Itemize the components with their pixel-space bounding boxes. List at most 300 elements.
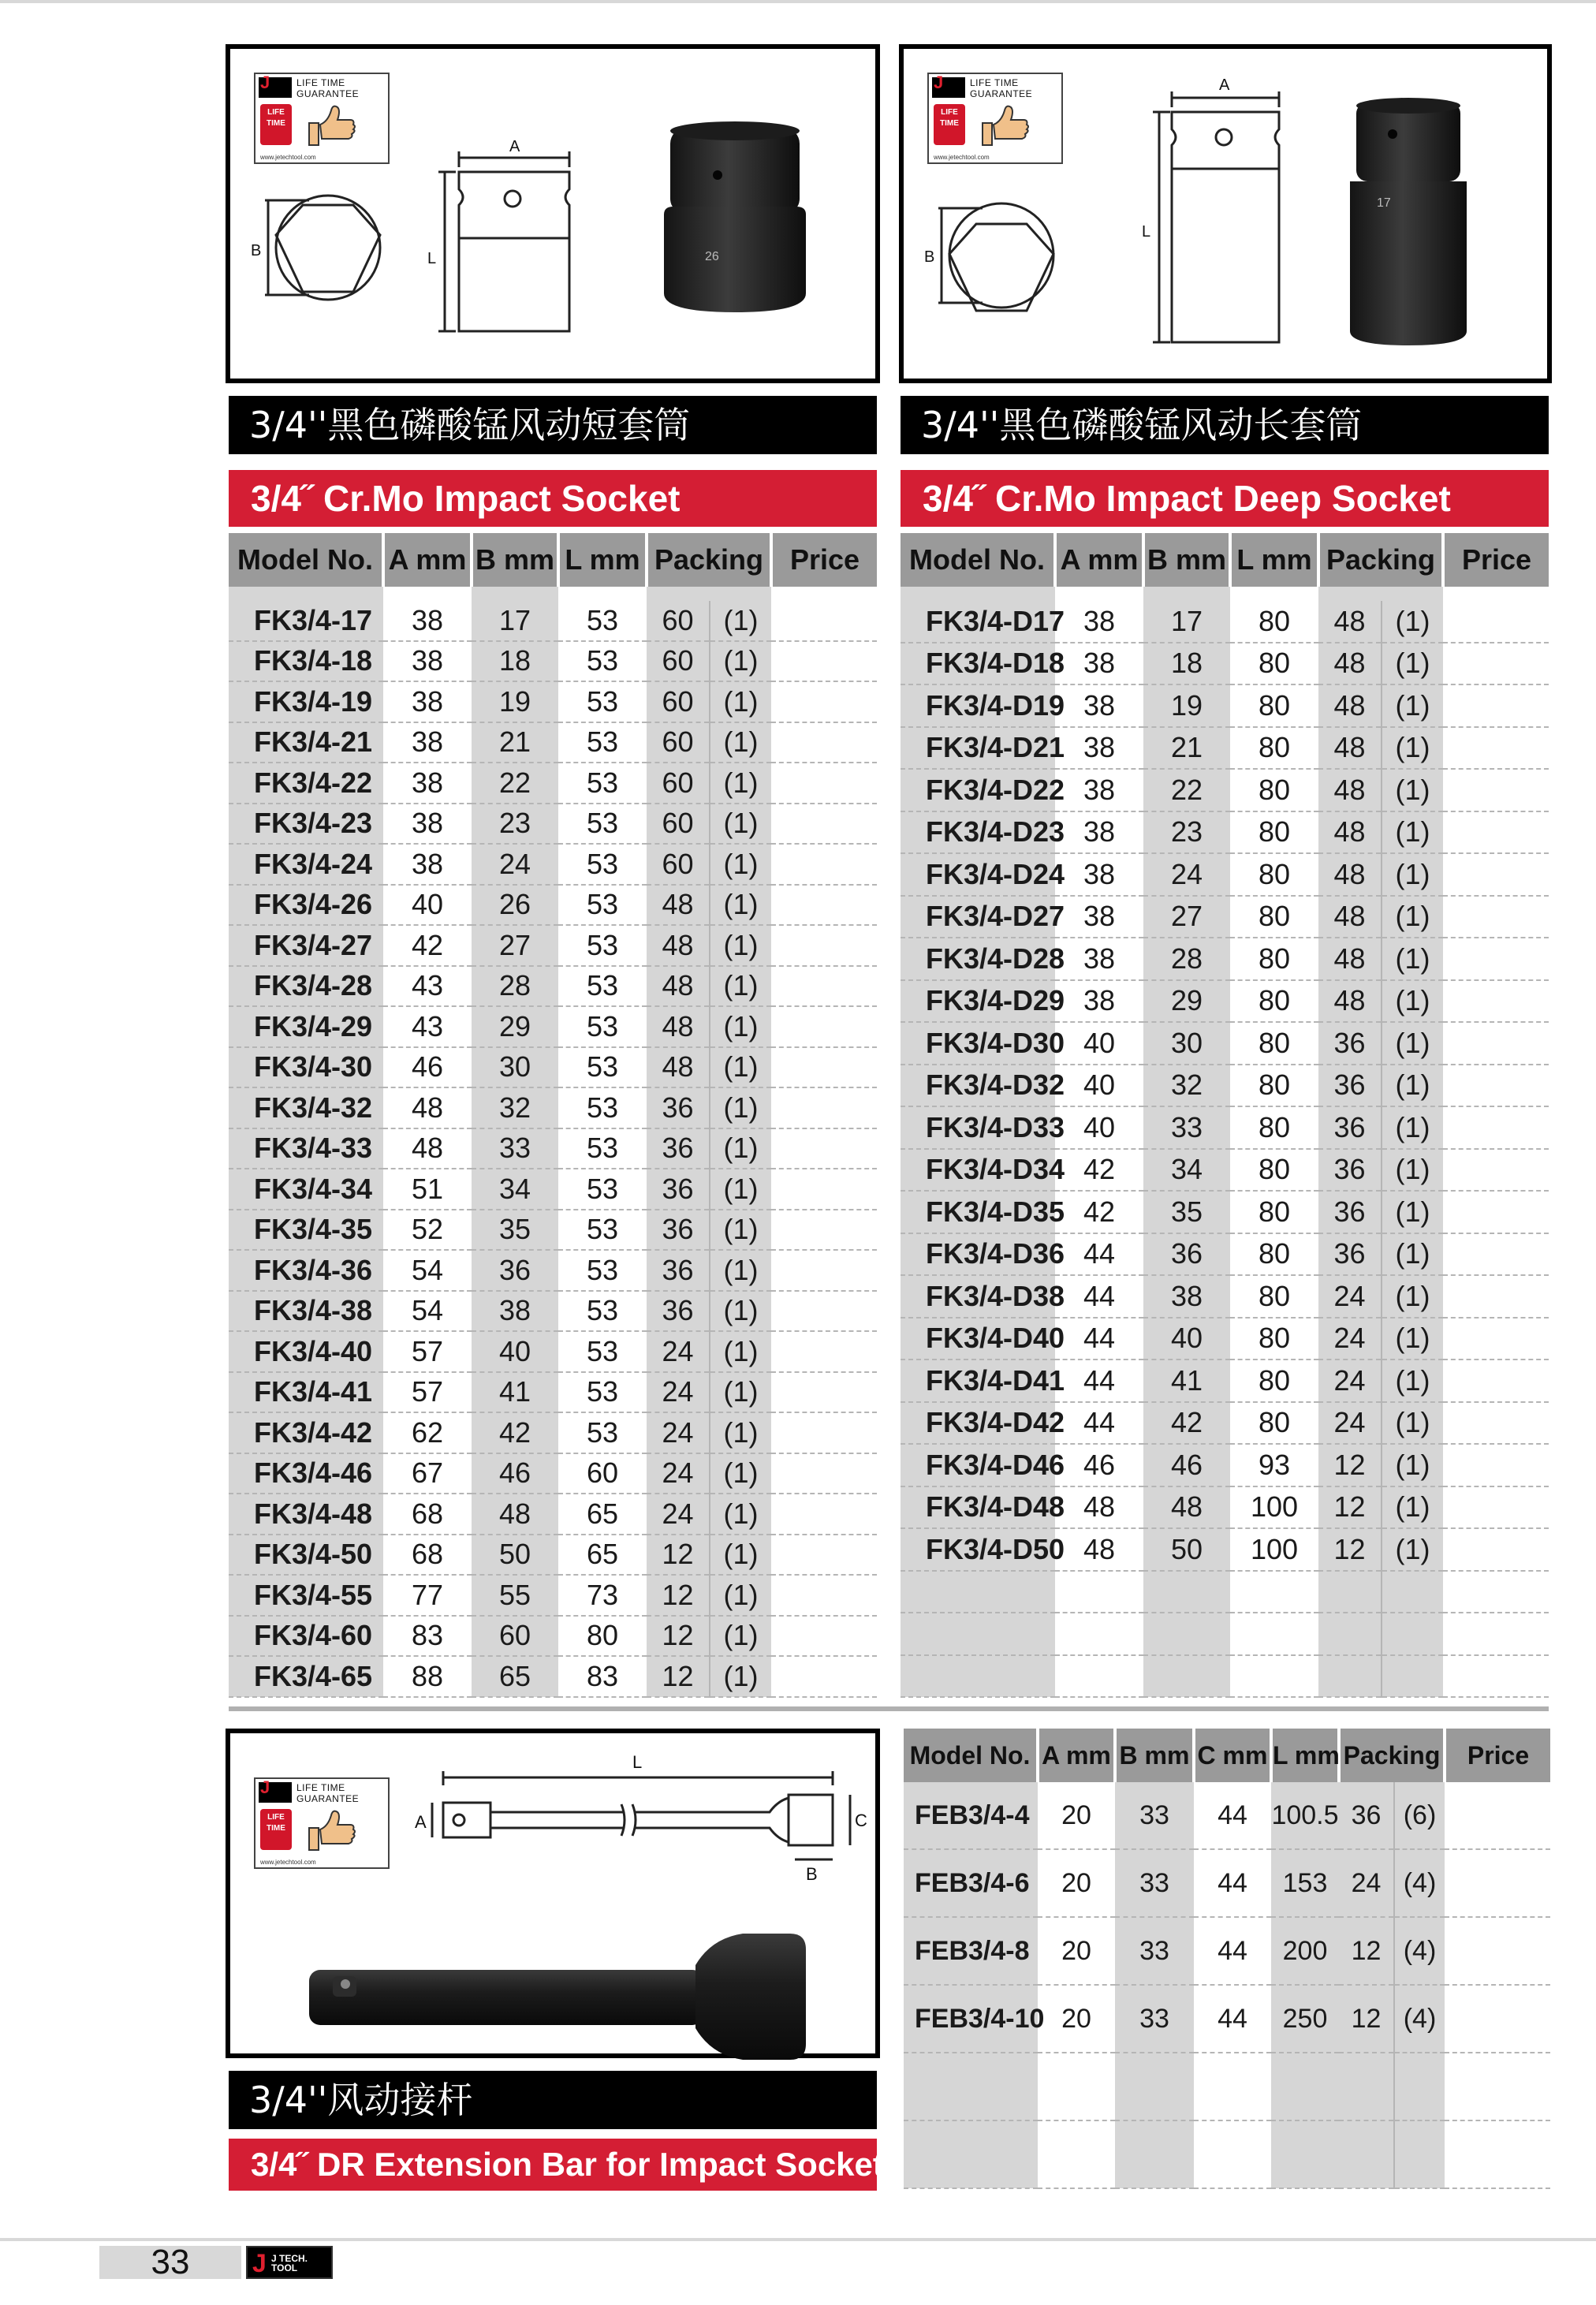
model-cell: FK3/4-30: [229, 1047, 383, 1088]
b-mm-cell: 40: [1143, 1318, 1230, 1360]
packing-qty-cell: (1): [710, 966, 771, 1007]
price-cell: [1443, 601, 1549, 643]
l-mm-cell: 80: [1230, 938, 1318, 980]
a-mm-cell: 38: [1055, 643, 1143, 685]
packing-qty-cell: (1): [1382, 1275, 1443, 1318]
spacer-cell: [647, 587, 710, 601]
a-mm-cell: 42: [383, 925, 472, 966]
l-mm-cell: 80: [1230, 1022, 1318, 1065]
price-cell: [771, 925, 877, 966]
price-cell: [771, 1250, 877, 1291]
a-mm-cell: 88: [383, 1656, 472, 1697]
packing-qty-cell: (1): [710, 1006, 771, 1047]
price-cell: [1443, 938, 1549, 980]
table-row: [901, 853, 1549, 896]
price-cell: [771, 885, 877, 926]
model-cell: FK3/4-19: [229, 681, 383, 722]
dim-label-a: A: [509, 138, 520, 155]
b-mm-cell: 50: [472, 1535, 558, 1576]
packing-qty-cell: (1): [710, 1169, 771, 1210]
lifetime-seal: LIFE TIME: [934, 104, 965, 145]
packing-cell: 48: [1318, 684, 1382, 727]
model-cell: FK3/4-D18: [901, 643, 1055, 685]
l-mm-cell: 80: [558, 1616, 647, 1657]
packing-cell: 36: [1318, 1149, 1382, 1192]
l-mm-cell: 80: [1230, 811, 1318, 854]
model-cell: FK3/4-D17: [901, 601, 1055, 643]
c-mm-cell: 44: [1194, 1849, 1271, 1917]
l-mm-cell: 53: [558, 1412, 647, 1453]
l-mm-cell: 80: [1230, 1275, 1318, 1318]
model-cell: FK3/4-28: [229, 966, 383, 1007]
table-row: [229, 1331, 877, 1372]
price-cell: [771, 681, 877, 722]
model-cell: FK3/4-D21: [901, 727, 1055, 770]
b-mm-cell: 18: [1143, 643, 1230, 685]
table-row: [901, 1275, 1549, 1318]
packing-qty-cell: (1): [710, 681, 771, 722]
b-mm-cell: 18: [472, 641, 558, 682]
deep-socket-title-cn: 3/4''黑色磷酸锰风动长套筒: [901, 396, 1549, 454]
table-row: [229, 1169, 877, 1210]
price-cell: [771, 722, 877, 763]
table-row: [229, 1047, 877, 1088]
packing-qty-cell: (1): [1382, 980, 1443, 1023]
a-mm-cell: 52: [383, 1210, 472, 1251]
deep-socket-photo: [1345, 96, 1471, 349]
packing-qty-cell: (1): [710, 1656, 771, 1697]
table-row: [901, 1360, 1549, 1402]
packing-cell: 24: [647, 1494, 710, 1535]
table-row: [229, 1494, 877, 1535]
model-cell: [901, 1571, 1055, 1613]
model-cell: FEB3/4-8: [904, 1917, 1038, 1985]
b-mm-cell: 19: [1143, 684, 1230, 727]
a-mm-cell: 77: [383, 1575, 472, 1616]
price-cell: [771, 1494, 877, 1535]
model-cell: FK3/4-D46: [901, 1444, 1055, 1486]
table-row: [229, 1291, 877, 1332]
packing-qty-cell: (1): [710, 1453, 771, 1494]
model-cell: FK3/4-D42: [901, 1402, 1055, 1445]
empty-row: [901, 1655, 1549, 1698]
a-mm-cell: 38: [1055, 811, 1143, 854]
table-row: [229, 681, 877, 722]
model-cell: FK3/4-D19: [901, 684, 1055, 727]
a-mm-cell: 67: [383, 1453, 472, 1494]
deep-socket-dimension-drawing: [924, 73, 1361, 380]
model-cell: FK3/4-48: [229, 1494, 383, 1535]
short-socket-title-en: 3/4˝ Cr.Mo Impact Socket: [229, 470, 877, 527]
packing-cell: 24: [1339, 1849, 1394, 1917]
a-mm-cell: 48: [383, 1128, 472, 1169]
packing-cell: 24: [647, 1331, 710, 1372]
price-cell: [771, 1372, 877, 1413]
table-row: [904, 1849, 1550, 1917]
a-mm-cell: 40: [1055, 1022, 1143, 1065]
col-header-a: A mm: [383, 533, 472, 587]
b-mm-cell: 33: [1115, 1782, 1194, 1849]
table-row: [229, 641, 877, 682]
l-mm-cell: 53: [558, 844, 647, 885]
model-cell: FK3/4-D24: [901, 853, 1055, 896]
packing-qty-cell: [1382, 1655, 1443, 1698]
model-cell: FK3/4-D36: [901, 1233, 1055, 1276]
price-cell: [771, 966, 877, 1007]
dim-label-l: L: [1142, 223, 1151, 241]
l-mm-cell: 53: [558, 641, 647, 682]
col-header-b: B mm: [1115, 1729, 1194, 1782]
empty-row: [901, 1613, 1549, 1655]
table-row: [901, 1444, 1549, 1486]
model-cell: [904, 2120, 1038, 2188]
packing-cell: 36: [1318, 1233, 1382, 1276]
packing-cell: 36: [647, 1128, 710, 1169]
a-mm-cell: 44: [1055, 1402, 1143, 1445]
b-mm-cell: 33: [1115, 1985, 1194, 2053]
table-row: [901, 938, 1549, 980]
price-cell: [1443, 896, 1549, 938]
a-mm-cell: 38: [383, 804, 472, 845]
model-cell: FK3/4-D40: [901, 1318, 1055, 1360]
b-mm-cell: 33: [472, 1128, 558, 1169]
price-cell: [771, 1656, 877, 1697]
b-mm-cell: [1143, 1571, 1230, 1613]
empty-cell: [1339, 2120, 1394, 2188]
packing-cell: [1318, 1571, 1382, 1613]
model-cell: FEB3/4-6: [904, 1849, 1038, 1917]
logo-url: www.jetechtool.com: [260, 1859, 316, 1866]
packing-cell: 24: [1318, 1318, 1382, 1360]
table-row: [901, 684, 1549, 727]
model-cell: FK3/4-35: [229, 1210, 383, 1251]
a-mm-cell: 38: [1055, 853, 1143, 896]
price-cell: [1443, 727, 1549, 770]
b-mm-cell: 24: [472, 844, 558, 885]
b-mm-cell: 22: [472, 763, 558, 804]
col-header-a: A mm: [1038, 1729, 1115, 1782]
col-header-l: L mm: [1271, 1729, 1339, 1782]
price-cell: [1443, 1149, 1549, 1192]
table-row: [229, 804, 877, 845]
b-mm-cell: 48: [1143, 1486, 1230, 1529]
packing-qty-cell: (1): [710, 1331, 771, 1372]
packing-qty-cell: (4): [1394, 1985, 1445, 2053]
spacer-cell: [229, 587, 383, 601]
socket-size-mark: 26: [705, 250, 719, 263]
table-row: [229, 1128, 877, 1169]
b-mm-cell: 35: [1143, 1191, 1230, 1233]
a-mm-cell: 20: [1038, 1782, 1115, 1849]
a-mm-cell: 40: [1055, 1106, 1143, 1149]
model-cell: FK3/4-65: [229, 1656, 383, 1697]
empty-cell: [1194, 2053, 1271, 2120]
packing-cell: 48: [1318, 601, 1382, 643]
a-mm-cell: 48: [1055, 1486, 1143, 1529]
a-mm-cell: 46: [383, 1047, 472, 1088]
model-cell: [901, 1655, 1055, 1698]
deep-socket-table: [901, 533, 1549, 1698]
extension-bar-table-wrap: [904, 1729, 1550, 2189]
packing-qty-cell: (1): [1382, 938, 1443, 980]
c-mm-cell: 44: [1194, 1917, 1271, 1985]
price-cell: [1443, 1571, 1549, 1613]
l-mm-cell: 83: [558, 1656, 647, 1697]
price-cell: [771, 1331, 877, 1372]
price-cell: [1443, 1360, 1549, 1402]
model-cell: FK3/4-18: [229, 641, 383, 682]
table-row: [901, 601, 1549, 643]
packing-qty-cell: (1): [1382, 769, 1443, 811]
l-mm-cell: 53: [558, 763, 647, 804]
page-number: 33: [151, 2243, 190, 2281]
b-mm-cell: 22: [1143, 769, 1230, 811]
packing-qty-cell: (1): [1382, 1402, 1443, 1445]
b-mm-cell: 40: [472, 1331, 558, 1372]
extension-bar-table: [904, 1729, 1550, 2189]
l-mm-cell: 80: [1230, 727, 1318, 770]
packing-qty-cell: (1): [710, 763, 771, 804]
l-mm-cell: 53: [558, 1210, 647, 1251]
spacer-cell: [710, 587, 771, 601]
b-mm-cell: 50: [1143, 1528, 1230, 1571]
model-cell: FK3/4-D38: [901, 1275, 1055, 1318]
table-row: [229, 1250, 877, 1291]
packing-qty-cell: (1): [1382, 1065, 1443, 1107]
l-mm-cell: 53: [558, 1169, 647, 1210]
extension-bar-title-cn: 3/4''风动接杆: [229, 2071, 877, 2129]
packing-qty-cell: (1): [1382, 811, 1443, 854]
packing-cell: 12: [647, 1616, 710, 1657]
l-mm-cell: 53: [558, 804, 647, 845]
l-mm-cell: 80: [1230, 684, 1318, 727]
spacer-cell: [1055, 587, 1143, 601]
table-row: [904, 1917, 1550, 1985]
a-mm-cell: 20: [1038, 1917, 1115, 1985]
price-cell: [771, 1412, 877, 1453]
packing-cell: 36: [1339, 1782, 1394, 1849]
l-mm-cell: 53: [558, 722, 647, 763]
model-cell: FK3/4-40: [229, 1331, 383, 1372]
packing-cell: 24: [1318, 1402, 1382, 1445]
model-cell: FK3/4-60: [229, 1616, 383, 1657]
model-cell: FK3/4-36: [229, 1250, 383, 1291]
packing-qty-cell: (1): [1382, 727, 1443, 770]
model-cell: FEB3/4-10: [904, 1985, 1038, 2053]
packing-cell: 48: [647, 925, 710, 966]
packing-cell: 48: [1318, 896, 1382, 938]
l-mm-cell: 53: [558, 681, 647, 722]
packing-cell: 24: [1318, 1275, 1382, 1318]
b-mm-cell: 28: [1143, 938, 1230, 980]
packing-qty-cell: (1): [710, 885, 771, 926]
packing-cell: 36: [647, 1250, 710, 1291]
table-row: [901, 1318, 1549, 1360]
a-mm-cell: 57: [383, 1372, 472, 1413]
price-cell: [1443, 811, 1549, 854]
price-cell: [1443, 643, 1549, 685]
model-cell: FK3/4-26: [229, 885, 383, 926]
b-mm-cell: 32: [1143, 1065, 1230, 1107]
packing-cell: [1318, 1655, 1382, 1698]
dim-label-b: B: [806, 1864, 818, 1884]
a-mm-cell: [1055, 1571, 1143, 1613]
b-mm-cell: 35: [472, 1210, 558, 1251]
packing-cell: [1318, 1613, 1382, 1655]
b-mm-cell: 36: [472, 1250, 558, 1291]
model-cell: FK3/4-22: [229, 763, 383, 804]
a-mm-cell: 38: [1055, 938, 1143, 980]
b-mm-cell: 28: [472, 966, 558, 1007]
packing-qty-cell: (1): [710, 1535, 771, 1576]
packing-cell: 36: [647, 1169, 710, 1210]
packing-qty-cell: (1): [710, 641, 771, 682]
model-cell: FK3/4-34: [229, 1169, 383, 1210]
model-cell: FK3/4-D32: [901, 1065, 1055, 1107]
packing-cell: 12: [647, 1535, 710, 1576]
packing-qty-cell: (1): [710, 1372, 771, 1413]
b-mm-cell: 29: [472, 1006, 558, 1047]
price-cell: [1443, 1528, 1549, 1571]
packing-cell: 12: [647, 1575, 710, 1616]
a-mm-cell: 68: [383, 1535, 472, 1576]
price-cell: [1443, 1655, 1549, 1698]
packing-cell: 36: [1318, 1065, 1382, 1107]
dim-label-c: C: [855, 1811, 867, 1830]
short-socket-table-wrap: [229, 533, 877, 1698]
b-mm-cell: 27: [1143, 896, 1230, 938]
table-row: [901, 1402, 1549, 1445]
spacer-cell: [771, 587, 877, 601]
table-header-row: [901, 533, 1549, 587]
deep-socket-table-wrap: [901, 533, 1549, 1698]
col-header-a: A mm: [1055, 533, 1143, 587]
price-cell: [771, 1210, 877, 1251]
table-row: [901, 769, 1549, 811]
spacer-cell: [901, 587, 1055, 601]
model-cell: FK3/4-27: [229, 925, 383, 966]
packing-cell: 24: [647, 1372, 710, 1413]
empty-cell: [1271, 2120, 1339, 2188]
packing-qty-cell: (1): [1382, 1191, 1443, 1233]
packing-qty-cell: (1): [710, 1412, 771, 1453]
b-mm-cell: 21: [1143, 727, 1230, 770]
model-cell: FK3/4-41: [229, 1372, 383, 1413]
spacer-cell: [558, 587, 647, 601]
price-cell: [771, 763, 877, 804]
table-row: [901, 727, 1549, 770]
empty-cell: [1038, 2053, 1115, 2120]
b-mm-cell: 42: [472, 1412, 558, 1453]
col-header-model: Model No.: [901, 533, 1055, 587]
footer-logo: [246, 2246, 333, 2279]
packing-qty-cell: (1): [710, 722, 771, 763]
table-row: [229, 601, 877, 641]
spacer-cell: [1318, 587, 1382, 601]
b-mm-cell: 32: [472, 1087, 558, 1128]
a-mm-cell: 44: [1055, 1233, 1143, 1276]
l-mm-cell: 80: [1230, 1360, 1318, 1402]
l-mm-cell: 53: [558, 1006, 647, 1047]
b-mm-cell: 23: [1143, 811, 1230, 854]
a-mm-cell: 54: [383, 1291, 472, 1332]
b-mm-cell: 17: [1143, 601, 1230, 643]
price-cell: [1443, 1106, 1549, 1149]
extension-bar-dimension-drawing: [412, 1749, 869, 1883]
table-row: [901, 1528, 1549, 1571]
price-cell: [1443, 1022, 1549, 1065]
table-spacer-row: [229, 587, 877, 601]
model-cell: FK3/4-D35: [901, 1191, 1055, 1233]
l-mm-cell: 250: [1271, 1985, 1339, 2053]
l-mm-cell: 53: [558, 885, 647, 926]
packing-cell: 60: [647, 681, 710, 722]
l-mm-cell: 80: [1230, 1233, 1318, 1276]
model-cell: FK3/4-D50: [901, 1528, 1055, 1571]
packing-cell: 48: [647, 966, 710, 1007]
price-cell: [771, 1453, 877, 1494]
col-header-c: C mm: [1194, 1729, 1271, 1782]
empty-cell: [1394, 2053, 1445, 2120]
l-mm-cell: [1230, 1655, 1318, 1698]
guarantee-text: LIFE TIME GUARANTEE: [296, 1782, 360, 1804]
l-mm-cell: 80: [1230, 980, 1318, 1023]
logo-url: www.jetechtool.com: [260, 154, 316, 161]
col-header-price: Price: [1445, 1729, 1550, 1782]
model-cell: FK3/4-D33: [901, 1106, 1055, 1149]
a-mm-cell: 43: [383, 1006, 472, 1047]
thumbs-up-icon: [304, 1807, 355, 1853]
l-mm-cell: 200: [1271, 1917, 1339, 1985]
table-row: [901, 1106, 1549, 1149]
l-mm-cell: 53: [558, 1087, 647, 1128]
l-mm-cell: 73: [558, 1575, 647, 1616]
packing-qty-cell: (1): [710, 804, 771, 845]
price-cell: [1443, 1486, 1549, 1529]
jtech-logo-icon: J: [259, 1782, 292, 1803]
model-cell: FK3/4-21: [229, 722, 383, 763]
price-cell: [771, 1169, 877, 1210]
l-mm-cell: 60: [558, 1453, 647, 1494]
table-row: [229, 1087, 877, 1128]
lifetime-seal: LIFE TIME: [260, 104, 292, 145]
packing-cell: 48: [1318, 811, 1382, 854]
price-cell: [1445, 1917, 1550, 1985]
price-cell: [1445, 1985, 1550, 2053]
a-mm-cell: 38: [1055, 769, 1143, 811]
packing-qty-cell: (1): [710, 925, 771, 966]
packing-cell: 24: [647, 1453, 710, 1494]
table-row: [901, 1233, 1549, 1276]
a-mm-cell: 57: [383, 1331, 472, 1372]
col-header-packing: Packing: [1339, 1729, 1445, 1782]
price-cell: [771, 1006, 877, 1047]
packing-qty-cell: (1): [710, 1494, 771, 1535]
price-cell: [771, 1047, 877, 1088]
price-cell: [771, 844, 877, 885]
price-cell: [771, 1575, 877, 1616]
a-mm-cell: 42: [1055, 1149, 1143, 1192]
lifetime-guarantee-logo: [254, 1777, 390, 1869]
model-cell: FK3/4-46: [229, 1453, 383, 1494]
table-row: [901, 980, 1549, 1023]
a-mm-cell: 44: [1055, 1318, 1143, 1360]
model-cell: FK3/4-D41: [901, 1360, 1055, 1402]
a-mm-cell: 83: [383, 1616, 472, 1657]
table-row: [229, 1372, 877, 1413]
a-mm-cell: 43: [383, 966, 472, 1007]
l-mm-cell: 80: [1230, 1402, 1318, 1445]
